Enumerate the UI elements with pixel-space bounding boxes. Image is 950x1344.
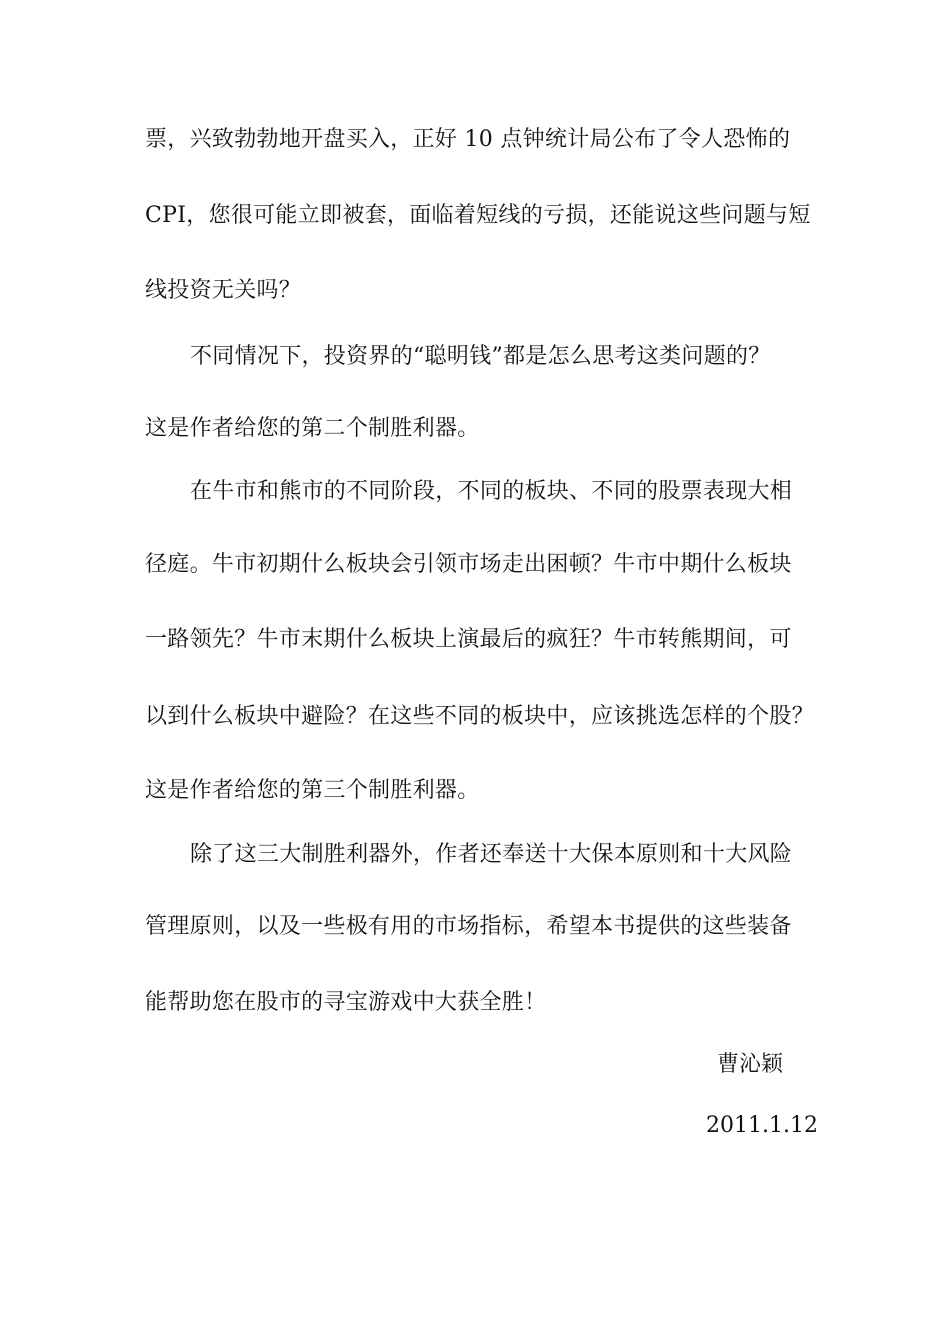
paragraph-start-line: 除了这三大制胜利器外，作者还奉送十大保本原则和十大风险 xyxy=(190,842,793,867)
text-line: 一路领先？牛市末期什么板块上演最后的疯狂？牛市转熊期间，可 xyxy=(145,627,792,652)
paragraph-start-line: 不同情况下，投资界的“聪明钱”都是怎么思考这类问题的？ xyxy=(190,344,771,369)
signature-date: 2011.1.12 xyxy=(706,1113,818,1138)
text-line: 能帮助您在股市的寻宝游戏中大获全胜！ xyxy=(145,990,547,1015)
text-line: 票，兴致勃勃地开盘买入，正好 10 点钟统计局公布了令人恐怖的 xyxy=(145,127,791,152)
text-line: 这是作者给您的第三个制胜利器。 xyxy=(145,778,480,803)
text-line: 以到什么板块中避险？在这些不同的板块中，应该挑选怎样的个股？ xyxy=(145,704,815,729)
text-line: 径庭。牛市初期什么板块会引领市场走出困顿？牛市中期什么板块 xyxy=(145,552,792,577)
text-line: 这是作者给您的第二个制胜利器。 xyxy=(145,416,480,441)
paragraph-start-line: 在牛市和熊市的不同阶段，不同的板块、不同的股票表现大相 xyxy=(190,479,793,504)
text-line: 线投资无关吗？ xyxy=(145,278,302,303)
text-line: CPI，您很可能立即被套，面临着短线的亏损，还能说这些问题与短 xyxy=(145,203,811,228)
signature-author: 曹沁颖 xyxy=(717,1052,784,1077)
text-line: 管理原则，以及一些极有用的市场指标，希望本书提供的这些装备 xyxy=(145,914,792,939)
